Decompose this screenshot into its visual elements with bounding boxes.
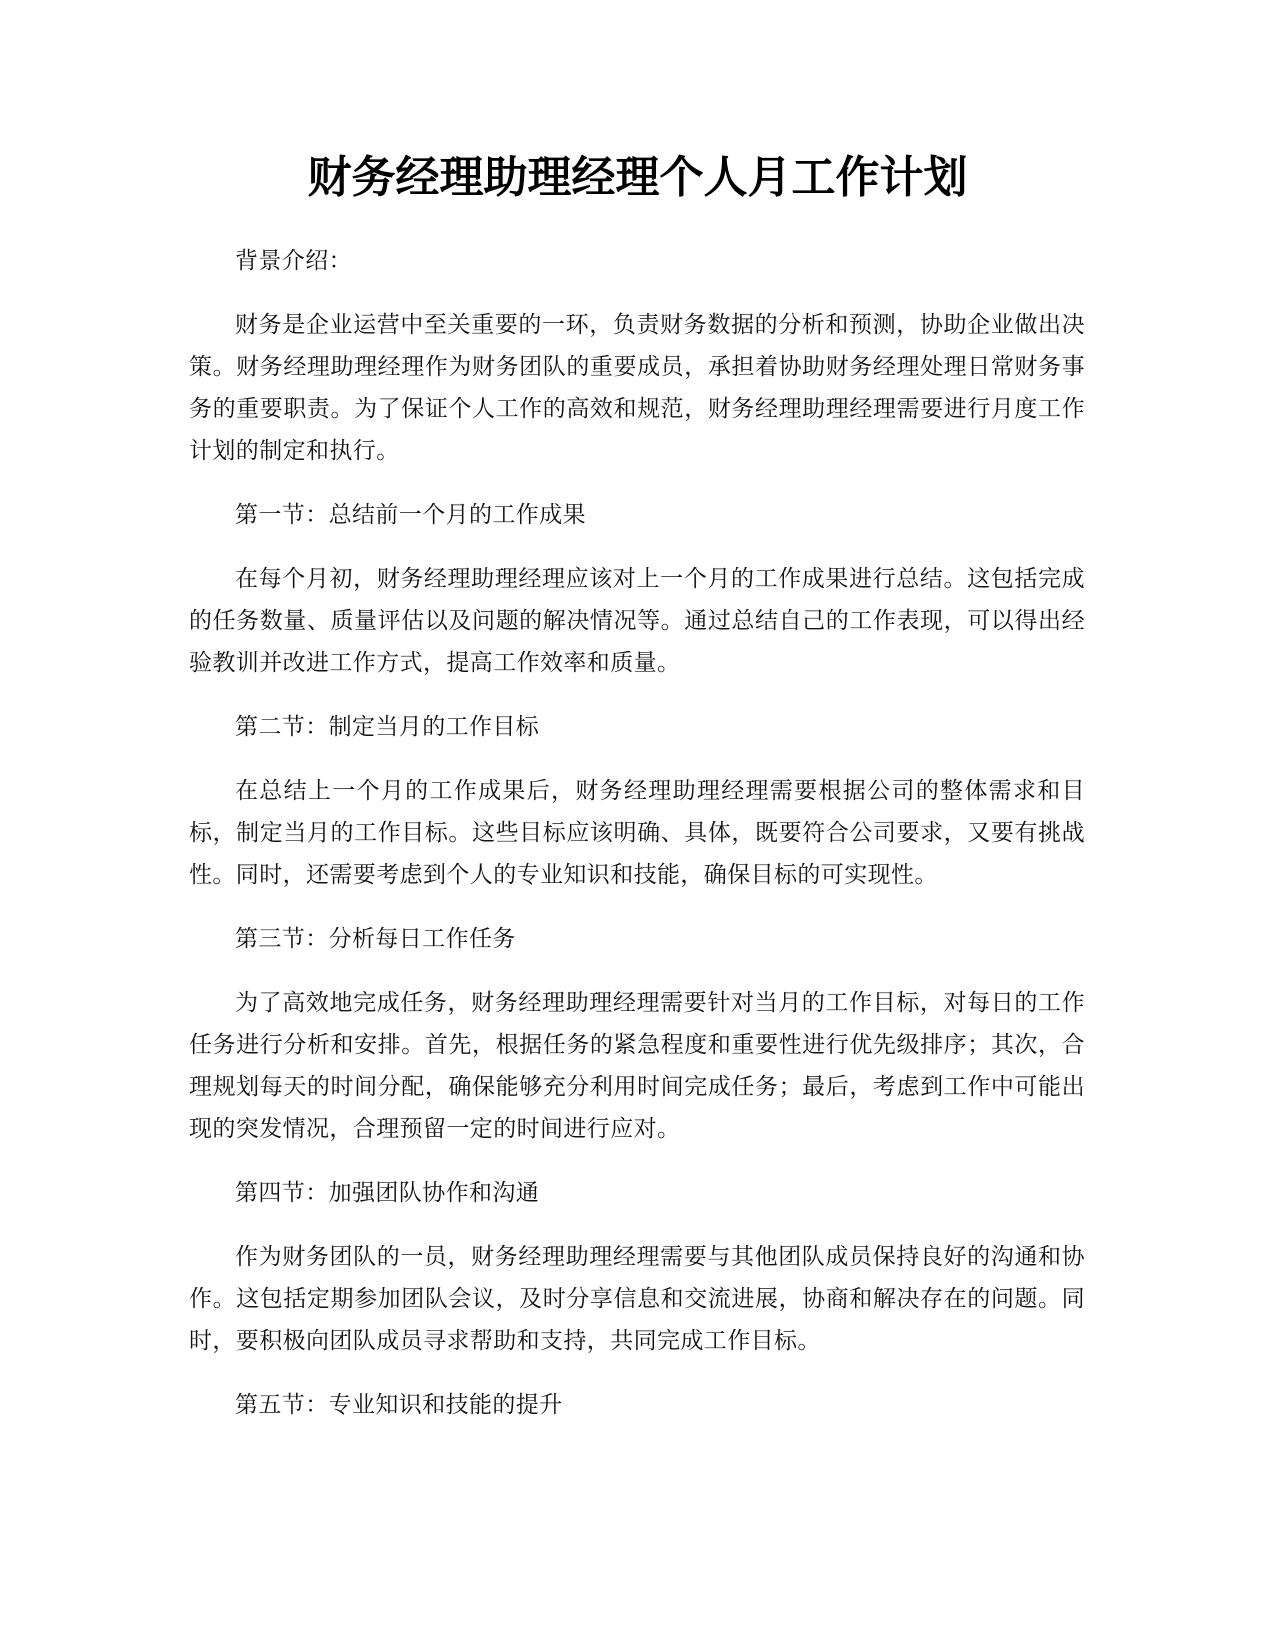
section-heading-4: 第四节：加强团队协作和沟通	[235, 1180, 540, 1206]
section-heading-5: 第五节：专业知识和技能的提升	[235, 1392, 563, 1418]
section-heading-2: 第二节：制定当月的工作目标	[235, 714, 540, 740]
document-title: 财务经理助理经理个人月工作计划	[307, 152, 968, 203]
section-heading-1: 第一节：总结前一个月的工作成果	[235, 502, 586, 528]
section-heading-3: 第三节：分析每日工作任务	[235, 926, 516, 952]
paragraph-section-3: 为了高效地完成任务，财务经理助理经理需要针对当月的工作目标，对每日的工作任务进行分析和安排。首先，根据任务的紧急程度和重要性进行优先级排序；其次，合理规划每天的时间分配，确保能够充分利用时间完成任务；最后，考虑到工作中可能出现的突发情况，合理预留一定的时间进行应对。	[189, 990, 1085, 1142]
paragraph-background: 财务是企业运营中至关重要的一环，负责财务数据的分析和预测，协助企业做出决策。财务经理助理经理作为财务团队的重要成员，承担着协助财务经理处理日常财务事务的重要职责。为了保证个人工作的高效和规范，财务经理助理经理需要进行月度工作计划的制定和执行。	[189, 312, 1085, 464]
paragraph-section-2: 在总结上一个月的工作成果后，财务经理助理经理需要根据公司的整体需求和目标，制定当月的工作目标。这些目标应该明确、具体，既要符合公司要求，又要有挑战性。同时，还需要考虑到个人的专业知识和技能，确保目标的可实现性。	[189, 778, 1085, 888]
paragraph-section-4: 作为财务团队的一员，财务经理助理经理需要与其他团队成员保持良好的沟通和协作。这包括定期参加团队会议，及时分享信息和交流进展，协商和解决存在的问题。同时，要积极向团队成员寻求帮助和支持，共同完成工作目标。	[189, 1244, 1085, 1354]
section-heading-background: 背景介绍：	[235, 248, 352, 274]
paragraph-section-1: 在每个月初，财务经理助理经理应该对上一个月的工作成果进行总结。这包括完成的任务数量、质量评估以及问题的解决情况等。通过总结自己的工作表现，可以得出经验教训并改进工作方式，提高工作效率和质量。	[189, 566, 1085, 676]
document-body	[189, 240, 1085, 1448]
